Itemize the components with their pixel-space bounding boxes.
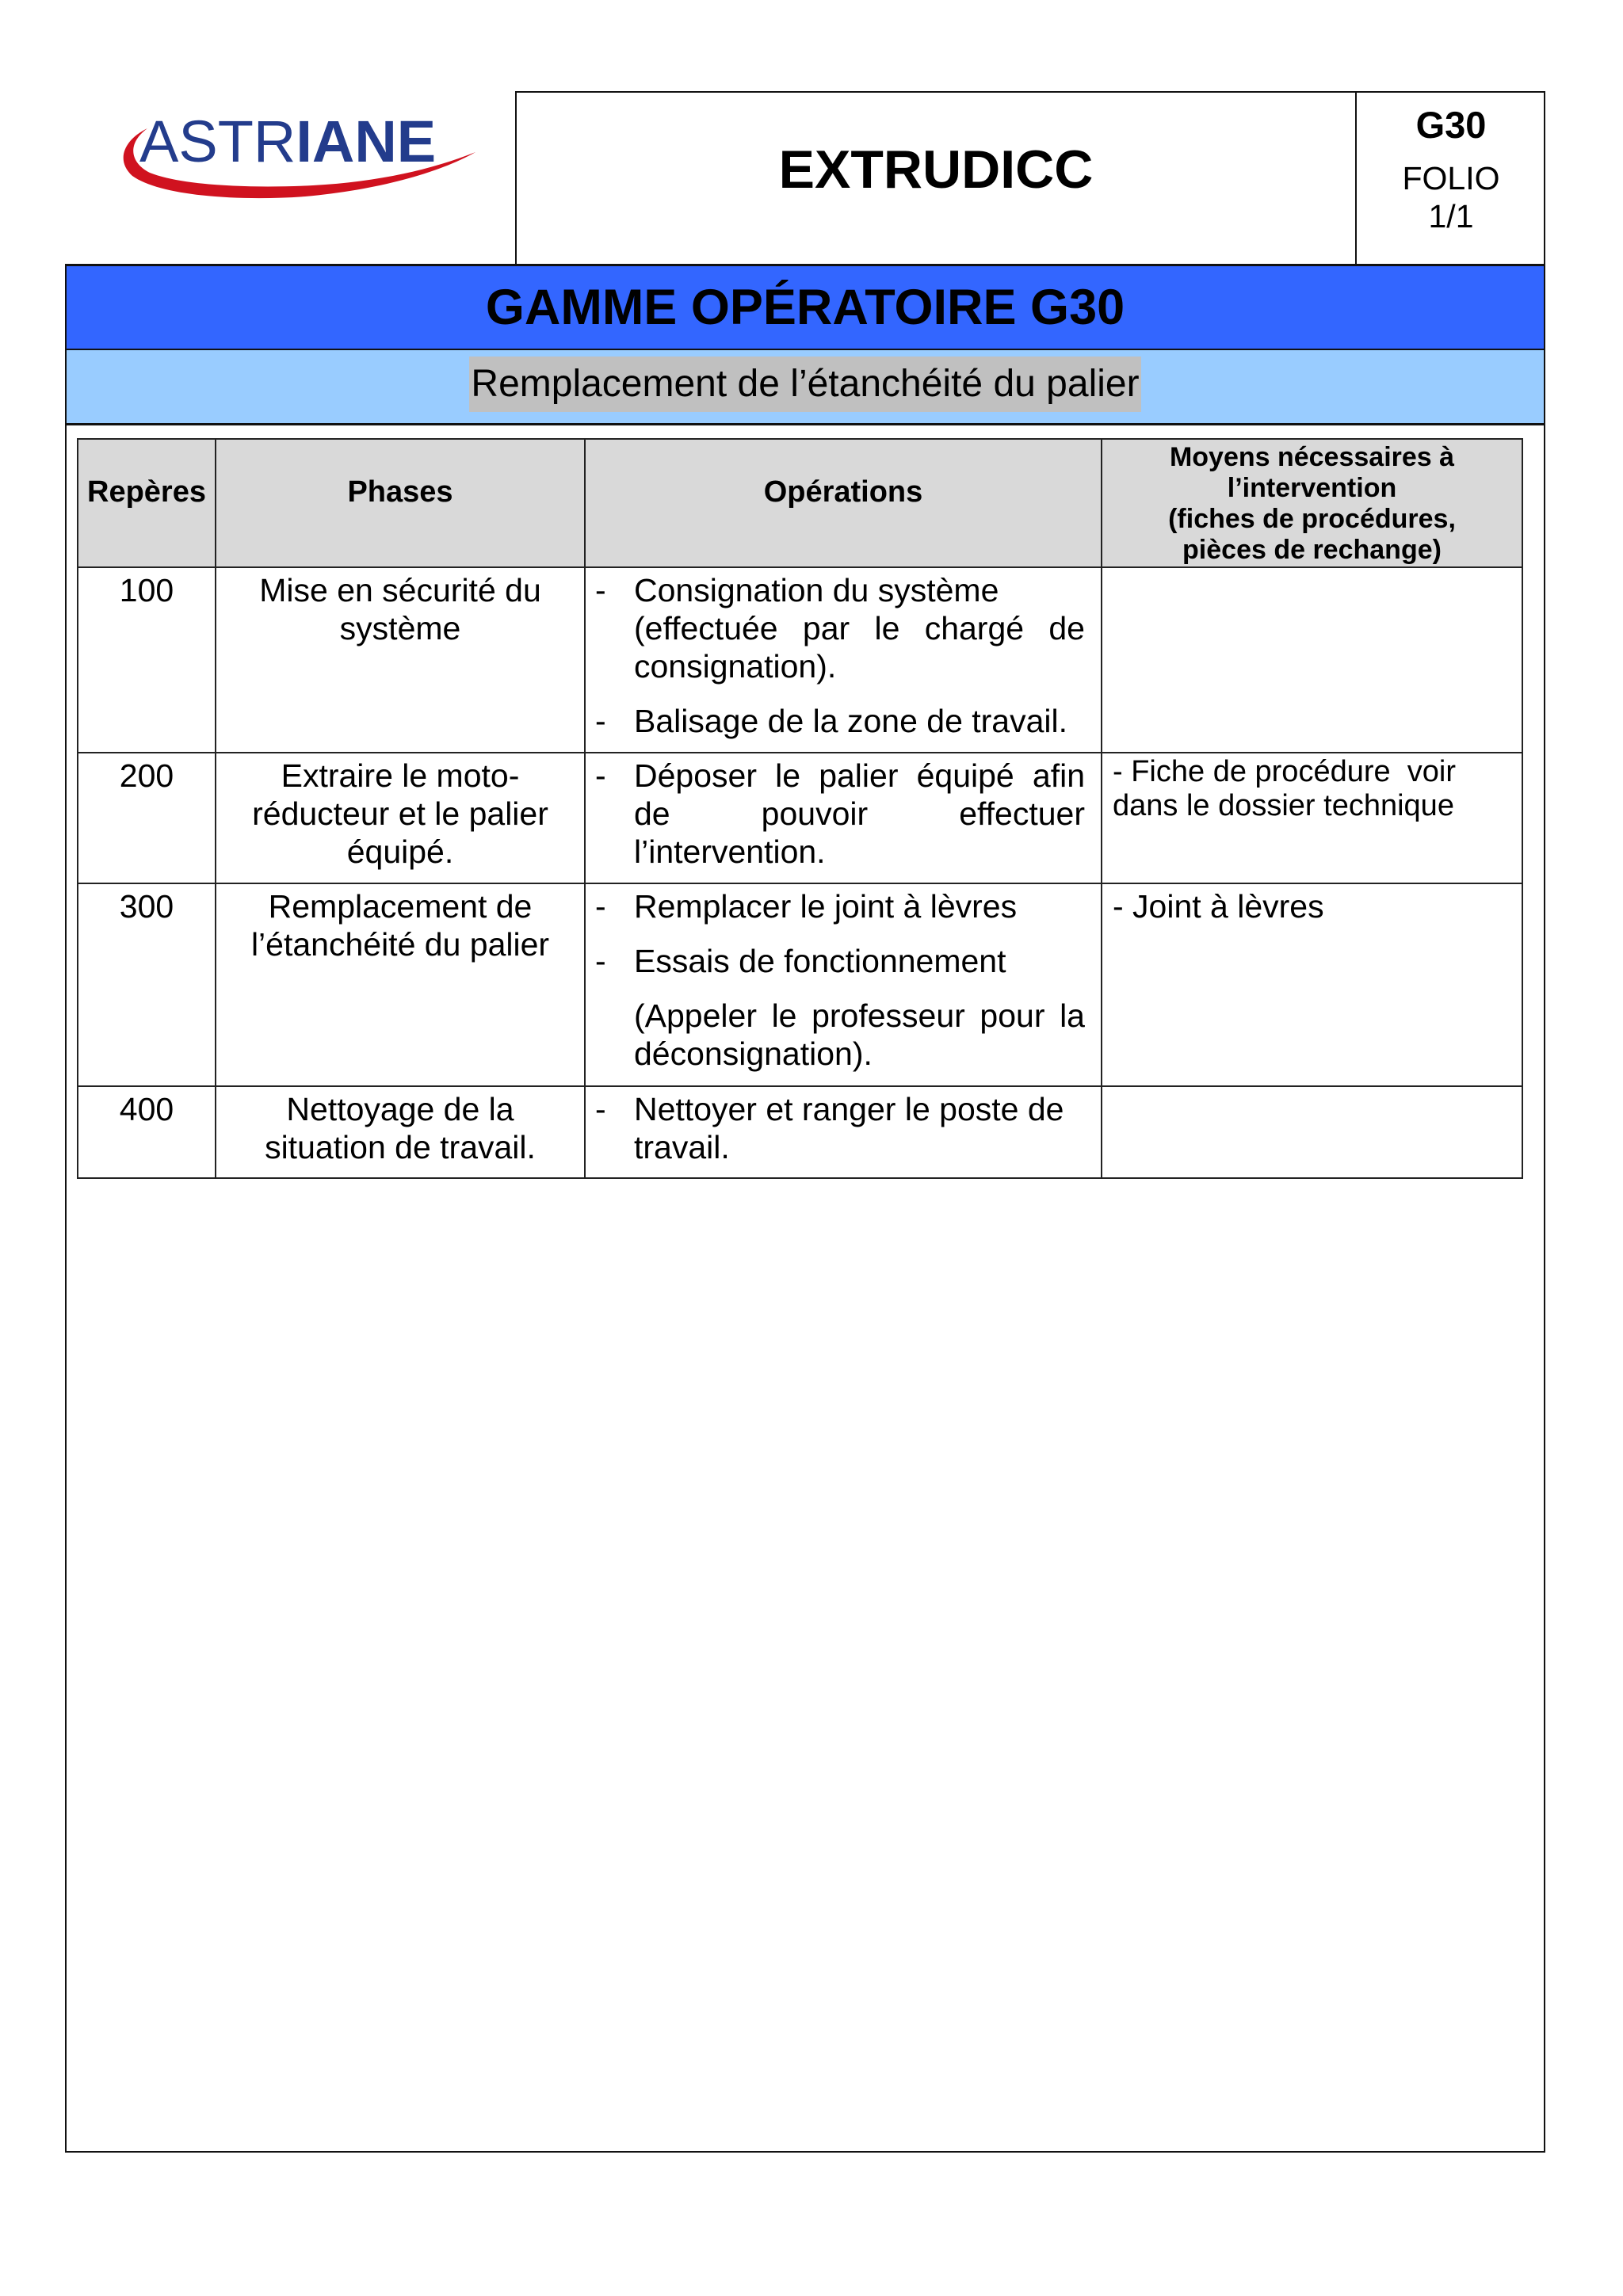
logo-wordmark	[139, 109, 436, 174]
cell-repere: 400	[78, 1086, 216, 1178]
header-phases: Phases	[216, 439, 585, 567]
operation-text: Remplacer le joint à lèvres	[634, 888, 1018, 925]
operation-text: Essais de fonctionnement	[634, 943, 1006, 979]
cell-phase: Mise en sécurité du système	[216, 567, 585, 753]
document-title: EXTRUDICC	[778, 139, 1094, 200]
moyens-text: - Joint à lèvres	[1113, 888, 1324, 925]
operation-item	[586, 571, 1085, 685]
operations-table	[77, 438, 1523, 1179]
operation-bullet: -	[595, 703, 606, 739]
cell-operations	[585, 567, 1102, 753]
operation-note	[586, 997, 1085, 1073]
header-moyens-line: Moyens nécessaires à	[1169, 442, 1455, 472]
header-operations: Opérations	[585, 439, 1102, 567]
logo-text-bold: IANE	[296, 109, 437, 174]
cell-moyens	[1102, 1086, 1522, 1178]
operations-table-wrapper	[77, 438, 1522, 1179]
cell-moyens	[1102, 567, 1522, 753]
operation-bullet: -	[595, 757, 606, 794]
operation-text: Déposer le palier équipé afin de pouvoir effectuer l’intervention.	[634, 757, 1085, 870]
operation-bullet: -	[595, 572, 606, 608]
operation-item	[586, 887, 1085, 925]
operation-text: (Appeler le professeur pour la déconsignation).	[634, 997, 1085, 1072]
table-row	[78, 1086, 1522, 1178]
moyens-text: - Fiche de procédure voir dans le dossier technique	[1113, 755, 1465, 822]
operation-bullet: -	[595, 1091, 606, 1127]
table-row	[78, 753, 1522, 883]
table-row	[78, 883, 1522, 1086]
cell-phase: Remplacement de l’étanchéité du palier	[216, 883, 585, 1086]
cell-repere: 200	[78, 753, 216, 883]
astriane-logo	[115, 109, 479, 203]
gamme-subtitle-band	[65, 349, 1545, 425]
header-moyens-line: pièces de rechange)	[1182, 535, 1442, 565]
folio-label: FOLIO	[1402, 160, 1500, 196]
cell-moyens	[1102, 753, 1522, 883]
cell-repere: 300	[78, 883, 216, 1086]
title-cell	[517, 91, 1357, 265]
logo-text-light: ASTR	[139, 109, 296, 174]
cell-moyens	[1102, 883, 1522, 1086]
cell-operations	[585, 753, 1102, 883]
operation-item	[586, 942, 1085, 980]
document-code: G30	[1415, 104, 1487, 146]
operation-bullet: -	[595, 943, 606, 979]
gamme-title-band	[65, 264, 1545, 350]
folio-value: 1/1	[1428, 198, 1474, 235]
cell-operations	[585, 1086, 1102, 1178]
header-moyens-line: l’intervention	[1227, 473, 1397, 503]
header-moyens-line: (fiches de procédures,	[1168, 504, 1456, 534]
gamme-subtitle: Remplacement de l’étanchéité du palier	[469, 357, 1140, 411]
cell-phase: Extraire le moto-réducteur et le palier équipé.	[216, 753, 585, 883]
operation-text: Balisage de la zone de travail.	[634, 703, 1068, 739]
operation-item	[586, 1090, 1085, 1166]
operation-item	[586, 702, 1085, 740]
header-moyens	[1102, 439, 1522, 567]
cell-phase: Nettoyage de la situation de travail.	[216, 1086, 585, 1178]
table-row	[78, 567, 1522, 753]
cell-repere: 100	[78, 567, 216, 753]
operation-text: Consignation du système (effectuée par le chargé de consignation).	[634, 572, 1085, 685]
header-reperes: Repères	[78, 439, 216, 567]
cell-operations	[585, 883, 1102, 1086]
operation-text: Nettoyer et ranger le poste de travail.	[634, 1091, 1064, 1165]
gamme-title: GAMME OPÉRATOIRE G30	[485, 279, 1125, 335]
operation-bullet: -	[595, 888, 606, 925]
operation-indent	[586, 997, 634, 1073]
table-header-row	[78, 439, 1522, 567]
operation-item	[586, 757, 1085, 871]
code-cell	[1357, 91, 1545, 265]
